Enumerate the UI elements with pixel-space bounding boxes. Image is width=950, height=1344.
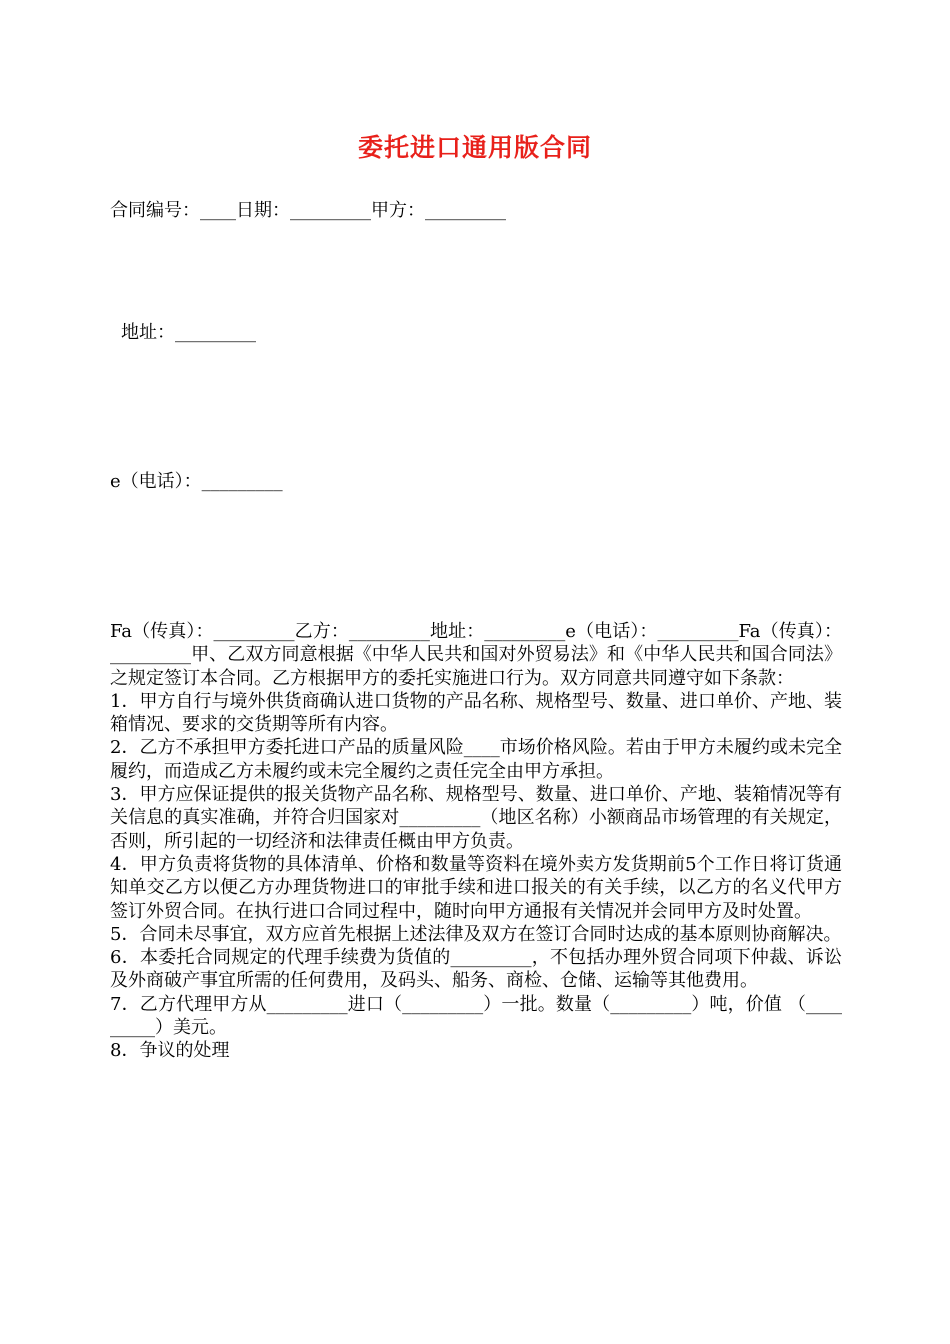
clause-1: 1．甲方自行与境外供货商确认进口货物的产品名称、规格型号、数量、进口单价、产地、装箱情况、要求的交货期等所有内容。 <box>110 690 842 736</box>
party-a-address-line: 地址：_________ <box>121 322 256 343</box>
clause-2: 2．乙方不承担甲方委托进口产品的质量风险____市场价格风险。若由于甲方未履约或未完全履约，而造成乙方未履约或未完全履约之责任完全由甲方承担。 <box>110 737 842 782</box>
contract-body <box>110 620 842 1063</box>
clause-8: 8．争议的处理 <box>110 1040 230 1062</box>
contract-number-date-party-a-line: 合同编号：____日期：_________甲方：_________ <box>110 200 506 221</box>
document-title: 委托进口通用版合同 <box>357 133 592 162</box>
intro-paragraph: Fa（传真）：_________乙方：_________地址：_________e（电话）：_________Fa（传真）：_________甲、乙双方同意根据《中华人民共和国对外贸易法》和《中华人民共和国合同法》之规定签订本合同。乙方根据甲方的委托实施进口行为。双方同意共同遵守如下条款： <box>110 621 842 689</box>
clause-3: 3．甲方应保证提供的报关货物产品名称、规格型号、数量、进口单价、产地、装箱情况等有关信息的真实准确，并符合归国家对_________（地区名称）小额商品市场管理的有关规定，否则，所引起的一切经济和法律责任概由甲方负责。 <box>110 784 842 852</box>
clause-6: 6．本委托合同规定的代理手续费为货值的_________，不包括办理外贸合同项下仲裁、诉讼及外商破产事宜所需的任何费用，及码头、船务、商检、仓储、运输等其他费用。 <box>110 947 842 992</box>
clause-7: 7．乙方代理甲方从_________进口（_________）一批。数量（_________）吨，价值 （_________）美元。 <box>110 993 842 1039</box>
clause-5: 5．合同未尽事宜，双方应首先根据上述法律及双方在签订合同时达成的基本原则协商解决。 <box>110 923 842 945</box>
party-a-phone-line: e（电话）：_________ <box>110 471 283 492</box>
clause-4: 4．甲方负责将货物的具体清单、价格和数量等资料在境外卖方发货期前5个工作日将订货通知单交乙方以便乙方办理货物进口的审批手续和进口报关的有关手续，以乙方的名义代甲方签订外贸合同。在执行进口合同过程中，随时向甲方通报有关情况并会同甲方及时处置。 <box>110 853 842 922</box>
